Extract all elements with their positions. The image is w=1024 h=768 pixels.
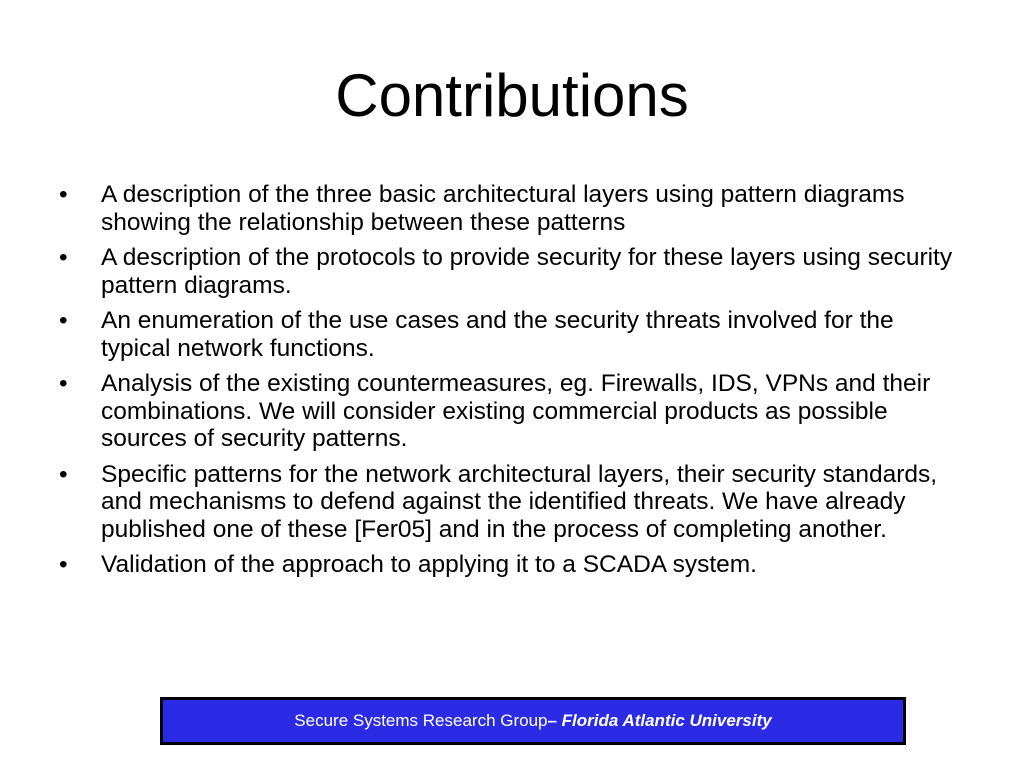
bullet-text: An enumeration of the use cases and the security threats involved for the typical network functions.	[101, 307, 894, 362]
list-item	[58, 551, 968, 579]
footer-group-name: Secure Systems Research Group	[294, 711, 548, 730]
bullet-text: Specific patterns for the network architectural layers, their security standards, and mechanisms to defend against the identified threats. We have already published one of these [Fer05] and in the process of completing another.	[101, 460, 938, 543]
footer-university-name: – Florida Atlantic University	[547, 711, 772, 730]
bullet-icon: •	[59, 370, 68, 397]
bullet-list	[58, 181, 968, 587]
bullet-text: A description of the protocols to provide security for these layers using security pattern diagrams.	[101, 244, 953, 299]
bullet-icon: •	[59, 181, 68, 208]
slide-title: Contributions	[335, 62, 689, 129]
bullet-icon: •	[59, 307, 68, 334]
bullet-text: Analysis of the existing countermeasures, eg. Firewalls, IDS, VPNs and their combinations. We will consider existing commercial products as possible sources of security patterns.	[101, 370, 931, 452]
footer-banner	[160, 697, 906, 745]
bullet-text: Validation of the approach to applying it to a SCADA system.	[101, 551, 757, 578]
bullet-icon: •	[59, 460, 68, 488]
bullet-text: A description of the three basic architectural layers using pattern diagrams showing the relationship between these patterns	[101, 181, 905, 236]
bullet-icon: •	[59, 551, 68, 578]
list-item	[58, 461, 968, 544]
list-item	[58, 244, 968, 299]
bullet-icon: •	[59, 244, 68, 271]
list-item	[58, 307, 968, 362]
list-item	[58, 370, 968, 453]
list-item	[58, 181, 968, 236]
